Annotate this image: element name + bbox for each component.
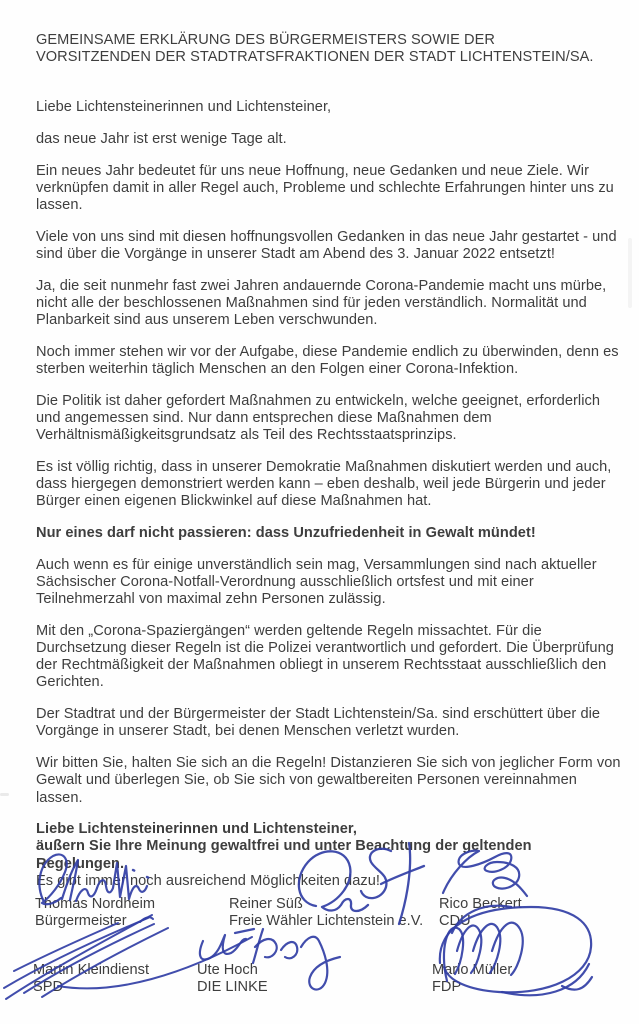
signatory-name: Rico Beckert xyxy=(439,896,522,912)
paragraph-assemblies: Auch wenn es für einige unverständlich sein mag, Versammlungen sind nach aktueller Sächsischer Corona-Notfall-Verordnung ausschließlich ortsfest und mit einer Teilnehmerzahl von maximal zehn Personen zulässig. xyxy=(36,556,597,608)
paragraph-new-year: Ein neues Jahr bedeutet für uns neue Hoffnung, neue Gedanken und neue Ziele. Wir verknüpfen damit in aller Regel auch, Probleme und schlechte Erfahrungen hinter uns zu lassen. xyxy=(36,162,614,214)
signatory-label-ute-hoch xyxy=(197,962,268,996)
closing-bold-line-2: äußern Sie Ihre Meinung gewaltfrei und unter Beachtung der geltenden Regelungen. xyxy=(36,838,532,872)
signatory-label-rico-beckert xyxy=(439,896,522,930)
closing-line-3: Es gibt immer noch ausreichend Möglichkeiten dazu! xyxy=(36,872,381,889)
scan-smudge xyxy=(628,238,632,308)
closing-bold-line-1: Liebe Lichtensteinerinnen und Lichtensteiner, xyxy=(36,821,357,838)
bold-statement: Nur eines darf nicht passieren: dass Unzufriedenheit in Gewalt mündet! xyxy=(36,525,536,542)
signatory-label-martin-kleindienst xyxy=(33,962,149,996)
signatory-name: Mario Müller xyxy=(432,962,513,978)
paragraph-council: Der Stadtrat und der Bürgermeister der Stadt Lichtenstein/Sa. sind erschüttert über die Vorgänge in unserer Stadt, bei denen Menschen verletzt wurden. xyxy=(36,706,601,740)
signatory-name: Martin Kleindienst xyxy=(33,962,149,978)
signatory-role: Bürgermeister xyxy=(35,913,127,929)
closing-block xyxy=(36,821,622,890)
signatory-name: Thomas Nordheim xyxy=(35,896,156,912)
paragraph-appeal: Wir bitten Sie, halten Sie sich an die Regeln! Distanzieren Sie sich von jeglicher Form von Gewalt und überlegen Sie, ob Sie sich von gewaltbereiten Personen vereinnahmen lassen. xyxy=(36,755,621,806)
document-title: GEMEINSAME ERKLÄRUNG DES BÜRGERMEISTERS SOWIE DER VORSITZENDEN DER STADTRATSFRAKTIONEN DER STADT LICHTENSTEIN/SA. xyxy=(36,32,594,66)
scan-smudge xyxy=(0,793,9,796)
signatory-role: SPD xyxy=(33,979,64,995)
signatory-role: DIE LINKE xyxy=(197,979,268,995)
salutation: Liebe Lichtensteinerinnen und Lichtensteiner, xyxy=(36,99,332,116)
paragraph-pandemic: Ja, die seit nunmehr fast zwei Jahren andauernde Corona-Pandemie macht uns mürbe, nicht alle der beschlossenen Maßnahmen sind für jeden verständlich. Normalität und Planbarkeit sind aus unserem Leben verschwunden. xyxy=(36,277,607,329)
signatory-role: FDP xyxy=(432,979,462,995)
opening-line: das neue Jahr ist erst wenige Tage alt. xyxy=(36,131,287,148)
paragraph-politics: Die Politik ist daher gefordert Maßnahmen zu entwickeln, welche geeignet, erforderlich und angemessen sind. Nur dann entsprechen diese Maßnahmen dem Verhältnismäßigkeitsgrundsatz als Teil des Rechtsstaatsprinzips. xyxy=(36,392,601,444)
signatory-label-thomas-nordheim xyxy=(35,896,155,930)
paragraph-democracy: Es ist völlig richtig, dass in unserer Demokratie Maßnahmen diskutiert werden und auch, dass hiergegen demonstriert werden kann – eben deshalb, weil jede Bürgerin und jeder Bürger einen eigenen Blickwinkel auf diese Maßnahmen hat. xyxy=(36,458,612,510)
signatory-label-reiner-suess xyxy=(229,896,423,930)
signatory-name: Reiner Süß xyxy=(229,896,303,912)
signatory-role: CDU xyxy=(439,913,471,929)
paragraph-shocked: Viele von uns sind mit diesen hoffnungsvollen Gedanken in das neue Jahr gestartet - und sind über die Vorgänge in unserer Stadt am Abend des 3. Januar 2022 entsetzt! xyxy=(36,228,617,263)
paragraph-walks: Mit den „Corona-Spaziergängen“ werden geltende Regeln missachtet. Für die Durchsetzung dieser Regeln ist die Polizei verantwortlich und gefordert. Die Überprüfung der Rechtmäßigkeit der Maßnahmen obliegt in unserem Rechtsstaat ausschließlich den Gerichten. xyxy=(36,622,614,691)
signatory-label-mario-mueller xyxy=(432,962,512,996)
signatory-role: Freie Wähler Lichtenstein e.V. xyxy=(229,913,424,929)
letter-body xyxy=(36,32,622,890)
paragraph-task: Noch immer stehen wir vor der Aufgabe, diese Pandemie endlich zu überwinden, denn es sterben weiterhin täglich Menschen an den Folgen einer Corona-Infektion. xyxy=(36,343,619,378)
signatory-name: Ute Hoch xyxy=(197,962,258,978)
